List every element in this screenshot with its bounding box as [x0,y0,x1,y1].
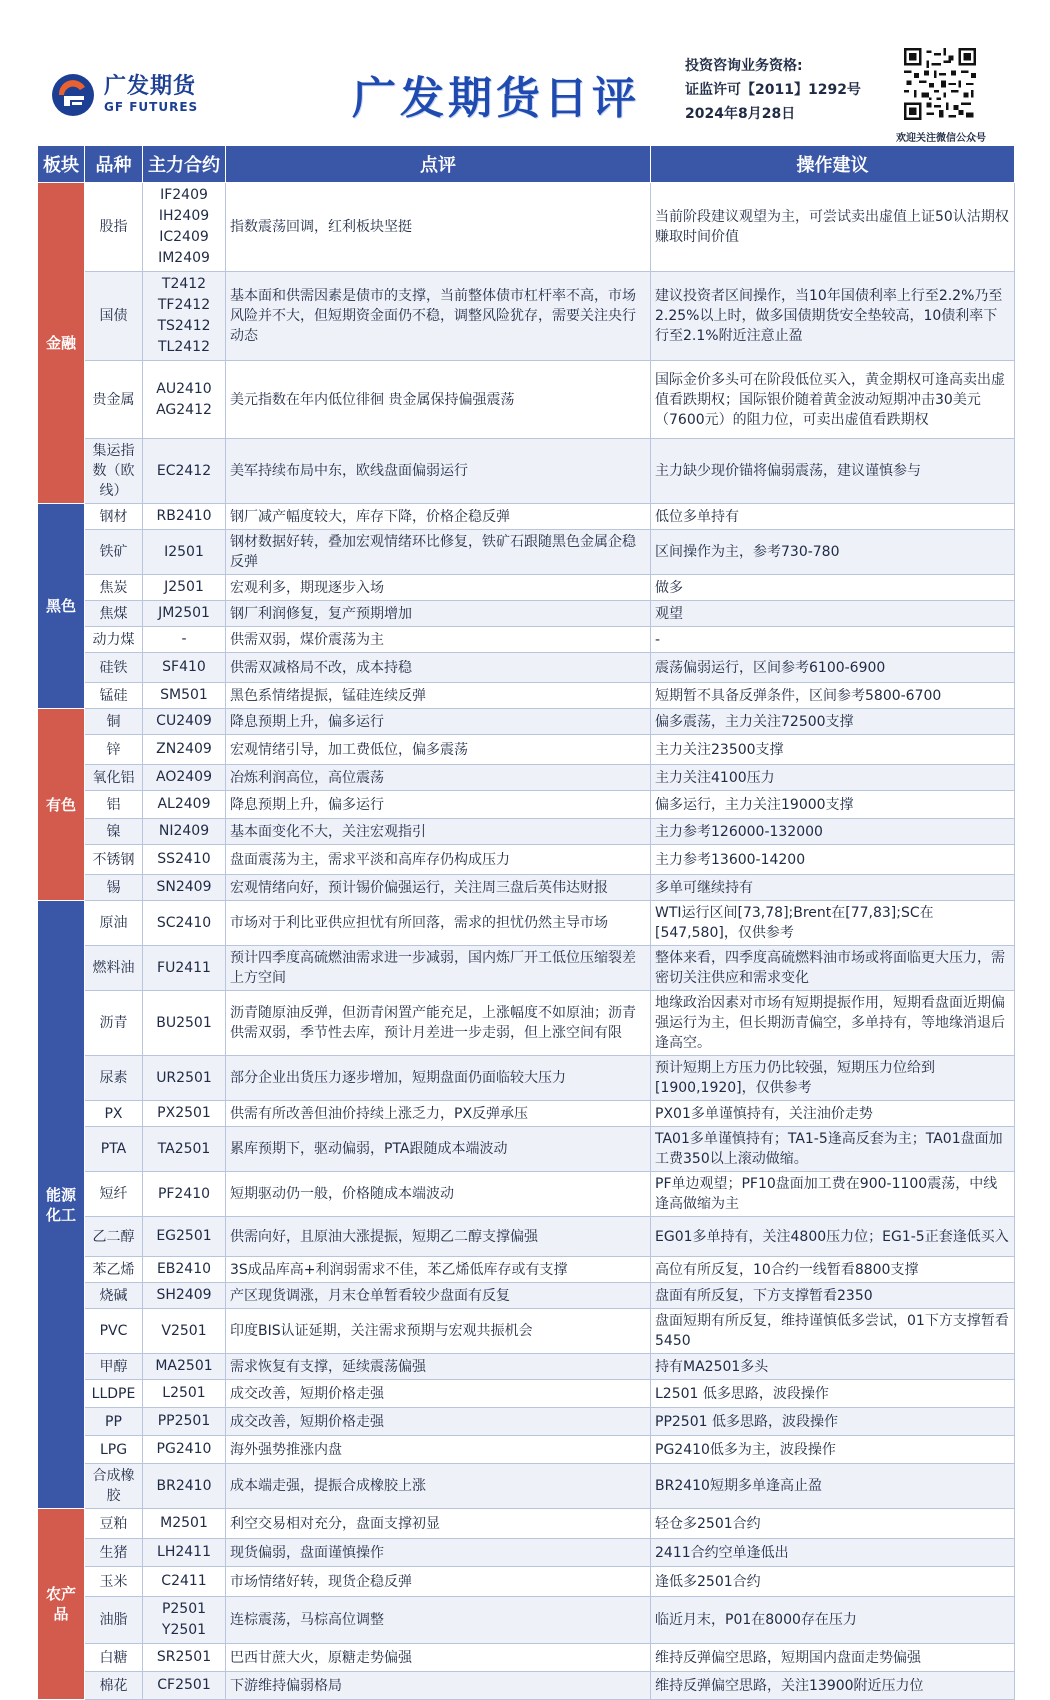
variety-cell: PP [85,1408,143,1436]
variety-cell: 铁矿 [85,530,143,575]
advice-cell: 地缘政治因素对市场有短期提振作用，短期看盘面近期偏强运行为主，但长期沥青偏空，多单持有，等地缘消退后逢高空。 [651,991,1015,1056]
table-row [38,1539,1015,1567]
comment-cell: 黑色系情绪提振，锰硅连续反弹 [226,683,651,709]
variety-cell: PVC [85,1309,143,1354]
advice-cell: 主力关注4100压力 [651,765,1015,791]
table-header-row [38,146,1015,183]
comment-cell: 供需双减格局不改，成本持稳 [226,653,651,683]
variety-cell: 锌 [85,735,143,765]
advice-cell: 主力缺少现价锚将偏弱震荡，建议谨慎参与 [651,439,1015,504]
advice-cell: 维持反弹偏空思路，关注13900附近压力位 [651,1672,1015,1700]
table-row [38,901,1015,946]
contract-cell: L2501 [143,1380,226,1408]
variety-cell: 铜 [85,709,143,735]
sector-cell: 金融 [38,183,85,504]
table-row [38,709,1015,735]
comment-cell: 美军持续布局中东，欧线盘面偏弱运行 [226,439,651,504]
variety-cell: 玉米 [85,1567,143,1597]
contract-cell: UR2501 [143,1056,226,1101]
comment-cell: 印度BIS认证延期，关注需求预期与宏观共振机会 [226,1309,651,1354]
variety-cell: 动力煤 [85,627,143,653]
contract-cell: SN2409 [143,875,226,901]
variety-cell: 氧化铝 [85,765,143,791]
advice-cell: 轻仓多2501合约 [651,1509,1015,1539]
contract-cell: PG2410 [143,1436,226,1464]
table-row [38,991,1015,1056]
comment-cell: 沥青随原油反弹，但沥青闲置产能充足，上涨幅度不如原油；沥青供需双弱，季节性去库，预计月差进一步走弱，但上涨空间有限 [226,991,651,1056]
contract-cell: CU2409 [143,709,226,735]
contract-cell: TA2501 [143,1127,226,1172]
variety-cell: 不锈钢 [85,845,143,875]
qr-caption: 欢迎关注微信公众号 [896,133,986,144]
comment-cell: 宏观情绪向好，预计锡价偏强运行，关注周三盘后英伟达财报 [226,875,651,901]
variety-cell: PX [85,1101,143,1127]
advice-cell: L2501 低多思路，波段操作 [651,1380,1015,1408]
contract-cell: P2501 Y2501 [143,1597,226,1644]
comment-cell: 供需有所改善但油价持续上涨乏力，PX反弹承压 [226,1101,651,1127]
logo-text-cn: 广发期货 [104,74,197,99]
comment-cell: 基本面变化不大，关注宏观指引 [226,819,651,845]
comment-cell: 市场情绪好转，现货企稳反弹 [226,1567,651,1597]
table-row [38,183,1015,272]
comment-cell: 需求恢复有支撑，延续震荡偏强 [226,1354,651,1380]
table-row [38,1056,1015,1101]
table-row [38,1597,1015,1644]
table-row [38,1354,1015,1380]
advice-cell: 多单可继续持有 [651,875,1015,901]
comment-cell: 盘面震荡为主，需求平淡和高库存仍构成压力 [226,845,651,875]
table-row [38,1509,1015,1539]
advice-cell: 当前阶段建议观望为主，可尝试卖出虚值上证50认沽期权赚取时间价值 [651,183,1015,272]
advice-cell: TA01多单谨慎持有；TA1-5逢高反套为主；TA01盘面加工费350以上滚动做缩。 [651,1127,1015,1172]
advice-cell: PP2501 低多思路，波段操作 [651,1408,1015,1436]
comment-cell: 钢厂减产幅度较大，库存下降，价格企稳反弹 [226,504,651,530]
contract-cell: SC2410 [143,901,226,946]
contract-cell: PX2501 [143,1101,226,1127]
variety-cell: LLDPE [85,1380,143,1408]
table-row [38,530,1015,575]
variety-cell: 生猪 [85,1539,143,1567]
daily-review-table [37,145,1015,1700]
table-row [38,653,1015,683]
comment-cell: 成交改善，短期价格走强 [226,1380,651,1408]
variety-cell: 镍 [85,819,143,845]
variety-cell: 硅铁 [85,653,143,683]
table-row [38,946,1015,991]
table-body [38,183,1015,1700]
report-date: 2024年8月28日 [685,106,796,122]
sector-cell: 黑色 [38,504,85,709]
qualification-line-1: 投资咨询业务资格: [685,58,803,74]
contract-cell: SF410 [143,653,226,683]
comment-cell: 部分企业出货压力逐步增加，短期盘面仍面临较大压力 [226,1056,651,1101]
contract-cell: M2501 [143,1509,226,1539]
qualification-line-2: 证监许可【2011】1292号 [685,82,861,98]
advice-cell: 预计短期上方压力仍比较强，短期压力位给到[1900,1920]，仅供参考 [651,1056,1015,1101]
advice-cell: 国际金价多头可在阶段低位买入，黄金期权可逢高卖出虚值看跌期权；国际银价随着黄金波动短期冲击30美元（7600元）的阻力位，可卖出虚值看跌期权 [651,361,1015,439]
variety-cell: 白糖 [85,1644,143,1672]
table-row [38,683,1015,709]
contract-cell: ZN2409 [143,735,226,765]
comment-cell: 降息预期上升，偏多运行 [226,709,651,735]
contract-cell: PF2410 [143,1172,226,1217]
contract-cell: RB2410 [143,504,226,530]
comment-cell: 海外强势推涨内盘 [226,1436,651,1464]
variety-cell: 豆粕 [85,1509,143,1539]
variety-cell: 乙二醇 [85,1217,143,1257]
variety-cell: 原油 [85,901,143,946]
table-row [38,1567,1015,1597]
table-row [38,819,1015,845]
comment-cell: 钢厂利润修复，复产预期增加 [226,601,651,627]
contract-cell: AO2409 [143,765,226,791]
col-header-sector: 板块 [38,146,85,183]
advice-cell: BR2410短期多单逢高止盈 [651,1464,1015,1509]
variety-cell: 焦炭 [85,575,143,601]
table-row [38,1408,1015,1436]
daily-review-table-container [37,145,1014,1700]
advice-cell: 逢低多2501合约 [651,1567,1015,1597]
table-row [38,504,1015,530]
comment-cell: 钢材数据好转，叠加宏观情绪环比修复，铁矿石跟随黑色金属企稳反弹 [226,530,651,575]
table-row [38,1436,1015,1464]
comment-cell: 累库预期下，驱动偏弱，PTA跟随成本端波动 [226,1127,651,1172]
table-row [38,1283,1015,1309]
advice-cell: PG2410低多为主，波段操作 [651,1436,1015,1464]
contract-cell: EC2412 [143,439,226,504]
advice-cell: 建议投资者区间操作，当10年国债利率上行至2.2%乃至2.25%以上时，做多国债期货安全垫较高，10债利率下行至2.1%附近注意止盈 [651,272,1015,361]
variety-cell: 铝 [85,791,143,819]
advice-cell: 震荡偏弱运行，区间参考6100-6900 [651,653,1015,683]
contract-cell: AU2410 AG2412 [143,361,226,439]
variety-cell: 苯乙烯 [85,1257,143,1283]
contract-cell: JM2501 [143,601,226,627]
advice-cell: WTI运行区间[73,78];Brent在[77,83];SC在[547,580]，仅供参考 [651,901,1015,946]
comment-cell: 基本面和供需因素是债市的支撑，当前整体债市杠杆率不高，市场风险并不大，但短期资金面仍不稳，调整风险犹存，需要关注央行动态 [226,272,651,361]
advice-cell: 偏多运行，主力关注19000支撑 [651,791,1015,819]
contract-cell: NI2409 [143,819,226,845]
advice-cell: 做多 [651,575,1015,601]
contract-cell: C2411 [143,1567,226,1597]
table-row [38,272,1015,361]
wechat-qr-code-icon [904,48,976,120]
comment-cell: 短期驱动仍一般，价格随成本端波动 [226,1172,651,1217]
contract-cell: SS2410 [143,845,226,875]
comment-cell: 成本端走强，提振合成橡胶上涨 [226,1464,651,1509]
report-header [0,0,1050,145]
advice-cell: 主力参考13600-14200 [651,845,1015,875]
comment-cell: 预计四季度高硫燃油需求进一步减弱，国内炼厂开工低位压缩裂差上方空间 [226,946,651,991]
comment-cell: 市场对于利比亚供应担忧有所回落，需求的担忧仍然主导市场 [226,901,651,946]
table-row [38,1644,1015,1672]
variety-cell: 尿素 [85,1056,143,1101]
comment-cell: 冶炼利润高位，高位震荡 [226,765,651,791]
advice-cell: 短期暂不具备反弹条件，区间参考5800-6700 [651,683,1015,709]
comment-cell: 宏观情绪引导，加工费低位，偏多震荡 [226,735,651,765]
comment-cell: 成交改善，短期价格走强 [226,1408,651,1436]
table-row [38,845,1015,875]
table-row [38,765,1015,791]
table-row [38,1217,1015,1257]
contract-cell: J2501 [143,575,226,601]
contract-cell: EB2410 [143,1257,226,1283]
advice-cell: 主力参考126000-132000 [651,819,1015,845]
advice-cell: 盘面有所反复，下方支撑暂看2350 [651,1283,1015,1309]
advice-cell: 低位多单持有 [651,504,1015,530]
col-header-contract: 主力合约 [143,146,226,183]
advice-cell: 维持反弹偏空思路，短期国内盘面走势偏强 [651,1644,1015,1672]
col-header-advice: 操作建议 [651,146,1015,183]
contract-cell: BR2410 [143,1464,226,1509]
contract-cell: AL2409 [143,791,226,819]
table-row [38,1172,1015,1217]
advice-cell: 主力关注23500支撑 [651,735,1015,765]
advice-cell: 高位有所反复，10合约一线暂看8800支撑 [651,1257,1015,1283]
comment-cell: 连棕震荡，马棕高位调整 [226,1597,651,1644]
logo-text-en: GF FUTURES [104,100,199,114]
col-header-variety: 品种 [85,146,143,183]
table-row [38,361,1015,439]
table-row [38,1380,1015,1408]
variety-cell: LPG [85,1436,143,1464]
comment-cell: 3S成品库高+利润弱需求不佳，苯乙烯低库存或有支撑 [226,1257,651,1283]
variety-cell: 锡 [85,875,143,901]
table-row [38,1101,1015,1127]
variety-cell: 棉花 [85,1672,143,1700]
qualification-info [685,54,861,126]
advice-cell: 盘面短期有所反复，维持谨慎低多尝试，01下方支撑暂看5450 [651,1309,1015,1354]
variety-cell: 焦煤 [85,601,143,627]
sector-cell: 能源化工 [38,901,85,1509]
advice-cell: 偏多震荡，主力关注72500支撑 [651,709,1015,735]
contract-cell: SR2501 [143,1644,226,1672]
table-row [38,1309,1015,1354]
variety-cell: 合成橡胶 [85,1464,143,1509]
contract-cell: FU2411 [143,946,226,991]
contract-cell: - [143,627,226,653]
comment-cell: 指数震荡回调，红利板块坚挺 [226,183,651,272]
advice-cell: PX01多单谨慎持有，关注油价走势 [651,1101,1015,1127]
contract-cell: MA2501 [143,1354,226,1380]
comment-cell: 宏观利多，期现逐步入场 [226,575,651,601]
contract-cell: BU2501 [143,991,226,1056]
advice-cell: 2411合约空单逢低出 [651,1539,1015,1567]
variety-cell: 沥青 [85,991,143,1056]
contract-cell: LH2411 [143,1539,226,1567]
variety-cell: 国债 [85,272,143,361]
table-row [38,735,1015,765]
comment-cell: 供需向好，且原油大涨提振，短期乙二醇支撑偏强 [226,1217,651,1257]
variety-cell: 钢材 [85,504,143,530]
table-row [38,627,1015,653]
contract-cell: CF2501 [143,1672,226,1700]
table-row [38,1127,1015,1172]
contract-cell: PP2501 [143,1408,226,1436]
comment-cell: 下游维持偏弱格局 [226,1672,651,1700]
comment-cell: 美元指数在年内低位徘徊 贵金属保持偏强震荡 [226,361,651,439]
advice-cell: - [651,627,1015,653]
table-row [38,791,1015,819]
variety-cell: 股指 [85,183,143,272]
variety-cell: 油脂 [85,1597,143,1644]
comment-cell: 巴西甘蔗大火，原糖走势偏强 [226,1644,651,1672]
comment-cell: 供需双弱，煤价震荡为主 [226,627,651,653]
variety-cell: 甲醇 [85,1354,143,1380]
table-row [38,1672,1015,1700]
col-header-comment: 点评 [226,146,651,183]
variety-cell: 烧碱 [85,1283,143,1309]
advice-cell: 整体来看，四季度高硫燃料油市场或将面临更大压力，需密切关注供应和需求变化 [651,946,1015,991]
table-row [38,575,1015,601]
advice-cell: 区间操作为主，参考730-780 [651,530,1015,575]
contract-cell: V2501 [143,1309,226,1354]
comment-cell: 利空交易相对充分，盘面支撑初显 [226,1509,651,1539]
comment-cell: 现货偏弱，盘面谨慎操作 [226,1539,651,1567]
variety-cell: 燃料油 [85,946,143,991]
variety-cell: 锰硅 [85,683,143,709]
advice-cell: PF单边观望；PF10盘面加工费在900-1100震荡，中线逢高做缩为主 [651,1172,1015,1217]
contract-cell: SH2409 [143,1283,226,1309]
variety-cell: 集运指数（欧线） [85,439,143,504]
variety-cell: 短纤 [85,1172,143,1217]
contract-cell: SM501 [143,683,226,709]
table-row [38,439,1015,504]
contract-cell: I2501 [143,530,226,575]
sector-cell: 有色 [38,709,85,901]
contract-cell: IF2409 IH2409 IC2409 IM2409 [143,183,226,272]
advice-cell: EG01多单持有，关注4800压力位；EG1-5正套逢低买入 [651,1217,1015,1257]
advice-cell: 临近月末，P01在8000存在压力 [651,1597,1015,1644]
table-row [38,1257,1015,1283]
table-row [38,601,1015,627]
table-row [38,875,1015,901]
sector-cell: 农产品 [38,1509,85,1700]
report-title: 广发期货日评 [352,73,640,124]
comment-cell: 产区现货调涨，月末仓单暂看较少盘面有反复 [226,1283,651,1309]
gf-logo [50,72,198,118]
advice-cell: 持有MA2501多头 [651,1354,1015,1380]
variety-cell: PTA [85,1127,143,1172]
gf-logo-icon [50,72,96,118]
contract-cell: EG2501 [143,1217,226,1257]
contract-cell: T2412 TF2412 TS2412 TL2412 [143,272,226,361]
comment-cell: 降息预期上升，偏多运行 [226,791,651,819]
advice-cell: 观望 [651,601,1015,627]
variety-cell: 贵金属 [85,361,143,439]
table-row [38,1464,1015,1509]
